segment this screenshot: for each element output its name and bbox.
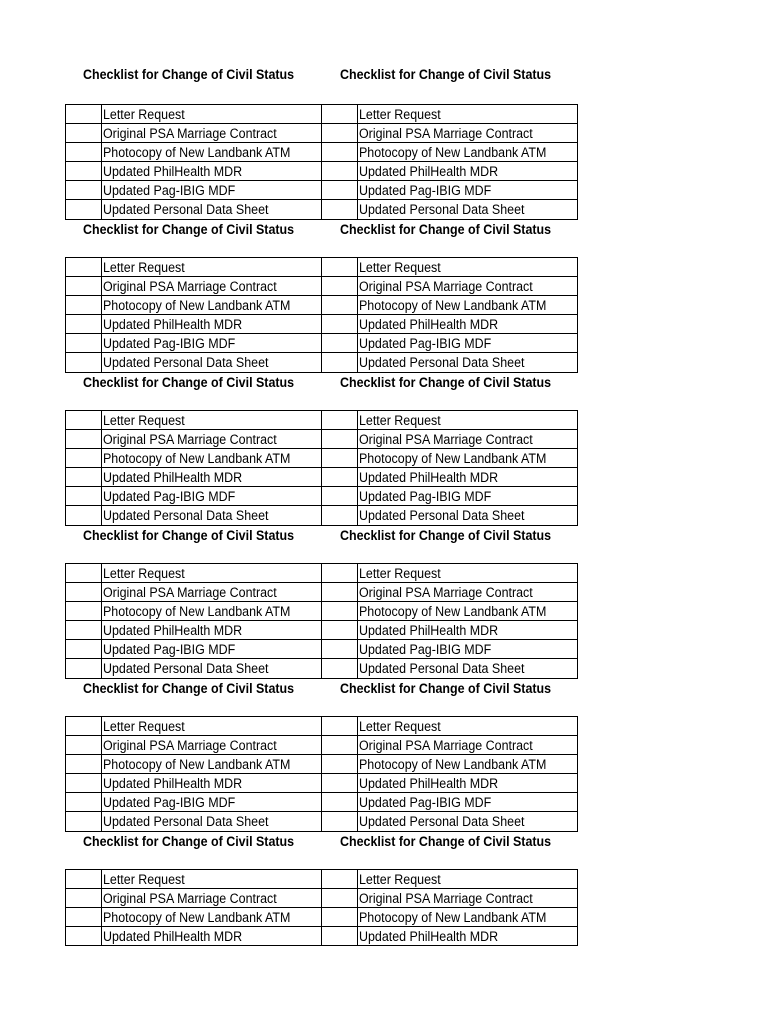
checklist-item-left — [102, 449, 322, 468]
checklist-item-label: Updated Pag-IBIG MDF — [359, 335, 492, 351]
checklist-item-label: Original PSA Marriage Contract — [359, 584, 534, 600]
checklist-row — [66, 793, 578, 812]
checklist-title-right: Checklist for Change of Civil Status — [340, 222, 552, 237]
checklist-item-left — [102, 812, 322, 831]
check-box-left[interactable] — [66, 602, 102, 621]
checklist-item-label: Updated PhilHealth MDR — [359, 469, 499, 485]
checklist-item-label: Updated PhilHealth MDR — [103, 469, 243, 485]
checklist-item-left — [102, 659, 322, 678]
check-box-right[interactable] — [321, 449, 357, 468]
check-box-left[interactable] — [66, 506, 102, 525]
checklist-item-left — [102, 889, 322, 908]
checklist-item-right — [358, 430, 578, 449]
check-box-left[interactable] — [66, 411, 102, 430]
checklist-item-label: Updated Pag-IBIG MDF — [103, 641, 236, 657]
checklist-item-label: Updated Personal Data Sheet — [103, 355, 269, 371]
check-box-left[interactable] — [66, 124, 102, 143]
checklist-item-left — [102, 908, 322, 927]
checklist-item-left — [102, 640, 322, 659]
checklist-item-label: Updated PhilHealth MDR — [103, 775, 243, 791]
checklist-item-left — [102, 564, 322, 583]
check-box-right[interactable] — [321, 506, 357, 525]
checklist-item-left — [102, 258, 322, 277]
checklist-row — [66, 353, 578, 372]
check-box-right[interactable] — [321, 181, 357, 200]
checklist-title-left: Checklist for Change of Civil Status — [83, 375, 295, 390]
check-box-left[interactable] — [66, 315, 102, 334]
check-box-left[interactable] — [66, 927, 102, 946]
checklist-item-right — [358, 296, 578, 315]
checklist-item-label: Updated PhilHealth MDR — [103, 316, 243, 332]
checklist-item-label: Photocopy of New Landbank ATM — [359, 756, 547, 772]
checklist-item-right — [358, 411, 578, 430]
check-box-left[interactable] — [66, 143, 102, 162]
checklist-item-label: Letter Request — [359, 412, 442, 428]
checklist-item-left — [102, 717, 322, 736]
check-box-left[interactable] — [66, 755, 102, 774]
checklist-item-right — [358, 870, 578, 889]
check-box-left[interactable] — [66, 430, 102, 449]
checklist-item-right — [358, 812, 578, 831]
checklist-item-left — [102, 583, 322, 602]
check-box-right[interactable] — [321, 105, 357, 124]
checklist-item-left — [102, 105, 322, 124]
checklist-item-label: Letter Request — [103, 718, 186, 734]
checklist-item-label: Original PSA Marriage Contract — [103, 890, 278, 906]
checklist-item-right — [358, 793, 578, 812]
checklist-row — [66, 506, 578, 525]
checklist-item-label: Updated Personal Data Sheet — [103, 814, 269, 830]
checklist-item-left — [102, 430, 322, 449]
check-box-right[interactable] — [321, 200, 357, 219]
checklist-item-right — [358, 181, 578, 200]
check-box-left[interactable] — [66, 258, 102, 277]
checklist-item-right — [358, 564, 578, 583]
checklist-item-right — [358, 621, 578, 640]
checklist-item-label: Photocopy of New Landbank ATM — [103, 909, 291, 925]
check-box-right[interactable] — [321, 296, 357, 315]
checklist-table — [65, 563, 578, 679]
checklist-item-label: Letter Request — [359, 259, 442, 275]
checklist-row — [66, 277, 578, 296]
checklist-item-left — [102, 334, 322, 353]
checklist-item-label: Original PSA Marriage Contract — [359, 431, 534, 447]
checklist-item-left — [102, 200, 322, 219]
checklist-row — [66, 162, 578, 181]
check-box-right[interactable] — [321, 258, 357, 277]
checklist-item-left — [102, 793, 322, 812]
check-box-left[interactable] — [66, 449, 102, 468]
checklist-row — [66, 449, 578, 468]
checklist-item-right — [358, 908, 578, 927]
checklist-table — [65, 869, 578, 946]
check-box-right[interactable] — [321, 334, 357, 353]
check-box-right[interactable] — [321, 411, 357, 430]
check-box-left[interactable] — [66, 774, 102, 793]
check-box-right[interactable] — [321, 621, 357, 640]
checklist-title-right: Checklist for Change of Civil Status — [340, 528, 552, 543]
check-box-right[interactable] — [321, 124, 357, 143]
checklist-row — [66, 181, 578, 200]
check-box-right[interactable] — [321, 564, 357, 583]
checklist-row — [66, 755, 578, 774]
check-box-left[interactable] — [66, 583, 102, 602]
checklist-item-label: Updated PhilHealth MDR — [359, 316, 499, 332]
check-box-right[interactable] — [321, 315, 357, 334]
checklist-item-left — [102, 870, 322, 889]
checklist-item-label: Photocopy of New Landbank ATM — [103, 450, 291, 466]
check-box-left[interactable] — [66, 200, 102, 219]
check-box-left[interactable] — [66, 640, 102, 659]
checklist-item-label: Updated Pag-IBIG MDF — [103, 794, 236, 810]
checklist-item-label: Updated PhilHealth MDR — [103, 622, 243, 638]
check-box-right[interactable] — [321, 908, 357, 927]
check-box-right[interactable] — [321, 736, 357, 755]
checklist-item-label: Original PSA Marriage Contract — [103, 278, 278, 294]
checklist-item-label: Letter Request — [359, 565, 442, 581]
check-box-left[interactable] — [66, 736, 102, 755]
checklist-item-label: Photocopy of New Landbank ATM — [103, 756, 291, 772]
checklist-title-left: Checklist for Change of Civil Status — [83, 834, 295, 849]
checklist-item-left — [102, 468, 322, 487]
checklist-item-label: Original PSA Marriage Contract — [359, 125, 534, 141]
checklist-item-label: Photocopy of New Landbank ATM — [359, 909, 547, 925]
check-box-left[interactable] — [66, 468, 102, 487]
checklist-item-label: Original PSA Marriage Contract — [359, 890, 534, 906]
checklist-item-label: Original PSA Marriage Contract — [103, 737, 278, 753]
checklist-row — [66, 296, 578, 315]
checklist-item-label: Letter Request — [103, 412, 186, 428]
checklist-row — [66, 621, 578, 640]
checklist-title-right: Checklist for Change of Civil Status — [340, 681, 552, 696]
checklist-item-right — [358, 659, 578, 678]
checklist-title-left: Checklist for Change of Civil Status — [83, 528, 295, 543]
check-box-left[interactable] — [66, 181, 102, 200]
checklist-item-right — [358, 353, 578, 372]
checklist-item-label: Photocopy of New Landbank ATM — [103, 603, 291, 619]
check-box-left[interactable] — [66, 564, 102, 583]
check-box-right[interactable] — [321, 793, 357, 812]
check-box-right[interactable] — [321, 430, 357, 449]
checklist-row — [66, 124, 578, 143]
checklist-item-label: Photocopy of New Landbank ATM — [103, 297, 291, 313]
checklist-item-left — [102, 774, 322, 793]
checklist-row — [66, 640, 578, 659]
checklist-item-label: Updated PhilHealth MDR — [103, 928, 243, 944]
check-box-left[interactable] — [66, 296, 102, 315]
check-box-left[interactable] — [66, 353, 102, 372]
checklist-item-left — [102, 506, 322, 525]
checklist-row — [66, 487, 578, 506]
checklist-item-right — [358, 277, 578, 296]
check-box-left[interactable] — [66, 659, 102, 678]
checklist-row — [66, 908, 578, 927]
checklist-item-label: Letter Request — [359, 871, 442, 887]
check-box-right[interactable] — [321, 640, 357, 659]
check-box-left[interactable] — [66, 717, 102, 736]
check-box-right[interactable] — [321, 602, 357, 621]
check-box-left[interactable] — [66, 162, 102, 181]
checklist-row — [66, 200, 578, 219]
check-box-right[interactable] — [321, 162, 357, 181]
checklist-item-label: Letter Request — [359, 106, 442, 122]
checklist-item-label: Updated Personal Data Sheet — [359, 661, 525, 677]
checklist-item-right — [358, 143, 578, 162]
checklist-table — [65, 716, 578, 832]
check-box-right[interactable] — [321, 927, 357, 946]
checklist-item-left — [102, 602, 322, 621]
checklist-item-label: Updated Pag-IBIG MDF — [103, 335, 236, 351]
checklist-item-label: Updated Personal Data Sheet — [103, 661, 269, 677]
check-box-left[interactable] — [66, 487, 102, 506]
checklist-item-label: Updated Pag-IBIG MDF — [359, 488, 492, 504]
checklist-item-right — [358, 468, 578, 487]
checklist-item-right — [358, 640, 578, 659]
checklist-item-label: Photocopy of New Landbank ATM — [359, 144, 547, 160]
checklist-title-right: Checklist for Change of Civil Status — [340, 834, 552, 849]
checklist-title-left: Checklist for Change of Civil Status — [83, 222, 295, 237]
checklist-row — [66, 659, 578, 678]
checklist-item-label: Updated Personal Data Sheet — [103, 508, 269, 524]
checklist-item-left — [102, 736, 322, 755]
checklist-row — [66, 583, 578, 602]
checklist-item-right — [358, 602, 578, 621]
checklist-table — [65, 104, 578, 220]
checklist-item-right — [358, 124, 578, 143]
check-box-left[interactable] — [66, 334, 102, 353]
checklist-item-right — [358, 717, 578, 736]
checklist-row — [66, 411, 578, 430]
check-box-right[interactable] — [321, 889, 357, 908]
checklist-item-label: Photocopy of New Landbank ATM — [359, 603, 547, 619]
check-box-left[interactable] — [66, 889, 102, 908]
check-box-right[interactable] — [321, 143, 357, 162]
checklist-item-right — [358, 315, 578, 334]
check-box-left[interactable] — [66, 793, 102, 812]
checklist-row — [66, 258, 578, 277]
checklist-item-left — [102, 181, 322, 200]
checklist-item-label: Letter Request — [103, 871, 186, 887]
check-box-right[interactable] — [321, 812, 357, 831]
checklist-row — [66, 105, 578, 124]
checklist-item-right — [358, 506, 578, 525]
checklist-row — [66, 143, 578, 162]
checklist-item-left — [102, 353, 322, 372]
checklist-item-right — [358, 449, 578, 468]
checklist-title-left: Checklist for Change of Civil Status — [83, 67, 295, 82]
checklist-item-right — [358, 162, 578, 181]
checklist-item-right — [358, 258, 578, 277]
check-box-right[interactable] — [321, 870, 357, 889]
checklist-item-label: Original PSA Marriage Contract — [103, 125, 278, 141]
checklist-item-left — [102, 315, 322, 334]
checklist-item-label: Updated PhilHealth MDR — [359, 775, 499, 791]
checklist-item-left — [102, 927, 322, 946]
checklist-row — [66, 564, 578, 583]
checklist-item-right — [358, 736, 578, 755]
check-box-left[interactable] — [66, 105, 102, 124]
checklist-item-label: Original PSA Marriage Contract — [103, 584, 278, 600]
checklist-row — [66, 315, 578, 334]
checklist-item-label: Updated PhilHealth MDR — [359, 163, 499, 179]
checklist-item-label: Original PSA Marriage Contract — [103, 431, 278, 447]
checklist-item-label: Letter Request — [103, 259, 186, 275]
checklist-row — [66, 774, 578, 793]
checklist-item-label: Updated Personal Data Sheet — [359, 508, 525, 524]
checklist-item-left — [102, 755, 322, 774]
check-box-right[interactable] — [321, 468, 357, 487]
check-box-right[interactable] — [321, 277, 357, 296]
checklist-item-label: Updated Personal Data Sheet — [359, 355, 525, 371]
checklist-item-label: Updated Personal Data Sheet — [359, 814, 525, 830]
checklist-item-left — [102, 277, 322, 296]
checklist-item-right — [358, 755, 578, 774]
checklist-item-left — [102, 621, 322, 640]
checklist-row — [66, 736, 578, 755]
checklist-item-left — [102, 296, 322, 315]
checklist-item-label: Photocopy of New Landbank ATM — [359, 297, 547, 313]
checklist-item-left — [102, 162, 322, 181]
check-box-right[interactable] — [321, 755, 357, 774]
checklist-item-right — [358, 583, 578, 602]
checklist-item-label: Letter Request — [359, 718, 442, 734]
check-box-right[interactable] — [321, 659, 357, 678]
checklist-item-label: Photocopy of New Landbank ATM — [103, 144, 291, 160]
checklist-item-label: Letter Request — [103, 106, 186, 122]
checklist-row — [66, 468, 578, 487]
checklist-item-label: Updated PhilHealth MDR — [103, 163, 243, 179]
checklist-item-label: Updated PhilHealth MDR — [359, 622, 499, 638]
checklist-item-left — [102, 411, 322, 430]
check-box-right[interactable] — [321, 774, 357, 793]
checklist-item-label: Updated PhilHealth MDR — [359, 928, 499, 944]
checklist-item-label: Original PSA Marriage Contract — [359, 278, 534, 294]
checklist-item-label: Updated Personal Data Sheet — [359, 202, 525, 218]
checklist-title-left: Checklist for Change of Civil Status — [83, 681, 295, 696]
checklist-row — [66, 717, 578, 736]
checklist-table — [65, 410, 578, 526]
checklist-item-label: Photocopy of New Landbank ATM — [359, 450, 547, 466]
check-box-right[interactable] — [321, 583, 357, 602]
checklist-item-right — [358, 105, 578, 124]
checklist-row — [66, 430, 578, 449]
checklist-item-left — [102, 143, 322, 162]
checklist-item-right — [358, 927, 578, 946]
checklist-item-label: Original PSA Marriage Contract — [359, 737, 534, 753]
checklist-item-label: Updated Pag-IBIG MDF — [359, 794, 492, 810]
checklist-row — [66, 927, 578, 946]
check-box-right[interactable] — [321, 717, 357, 736]
checklist-row — [66, 602, 578, 621]
checklist-item-right — [358, 774, 578, 793]
check-box-left[interactable] — [66, 621, 102, 640]
checklist-item-left — [102, 487, 322, 506]
checklist-title-right: Checklist for Change of Civil Status — [340, 375, 552, 390]
checklist-row — [66, 812, 578, 831]
checklist-item-label: Updated Pag-IBIG MDF — [103, 488, 236, 504]
check-box-left[interactable] — [66, 870, 102, 889]
checklist-item-right — [358, 200, 578, 219]
checklist-item-label: Updated Personal Data Sheet — [103, 202, 269, 218]
check-box-right[interactable] — [321, 353, 357, 372]
checklist-item-right — [358, 487, 578, 506]
checklist-row — [66, 870, 578, 889]
checklist-item-label: Updated Pag-IBIG MDF — [359, 182, 492, 198]
checklist-row — [66, 889, 578, 908]
checklist-item-right — [358, 334, 578, 353]
checklist-item-left — [102, 124, 322, 143]
checklist-row — [66, 334, 578, 353]
checklist-table — [65, 257, 578, 373]
check-box-left[interactable] — [66, 277, 102, 296]
checklist-title-right: Checklist for Change of Civil Status — [340, 67, 552, 82]
check-box-left[interactable] — [66, 908, 102, 927]
check-box-right[interactable] — [321, 487, 357, 506]
checklist-item-right — [358, 889, 578, 908]
checklist-item-label: Letter Request — [103, 565, 186, 581]
check-box-left[interactable] — [66, 812, 102, 831]
checklist-item-label: Updated Pag-IBIG MDF — [359, 641, 492, 657]
checklist-item-label: Updated Pag-IBIG MDF — [103, 182, 236, 198]
